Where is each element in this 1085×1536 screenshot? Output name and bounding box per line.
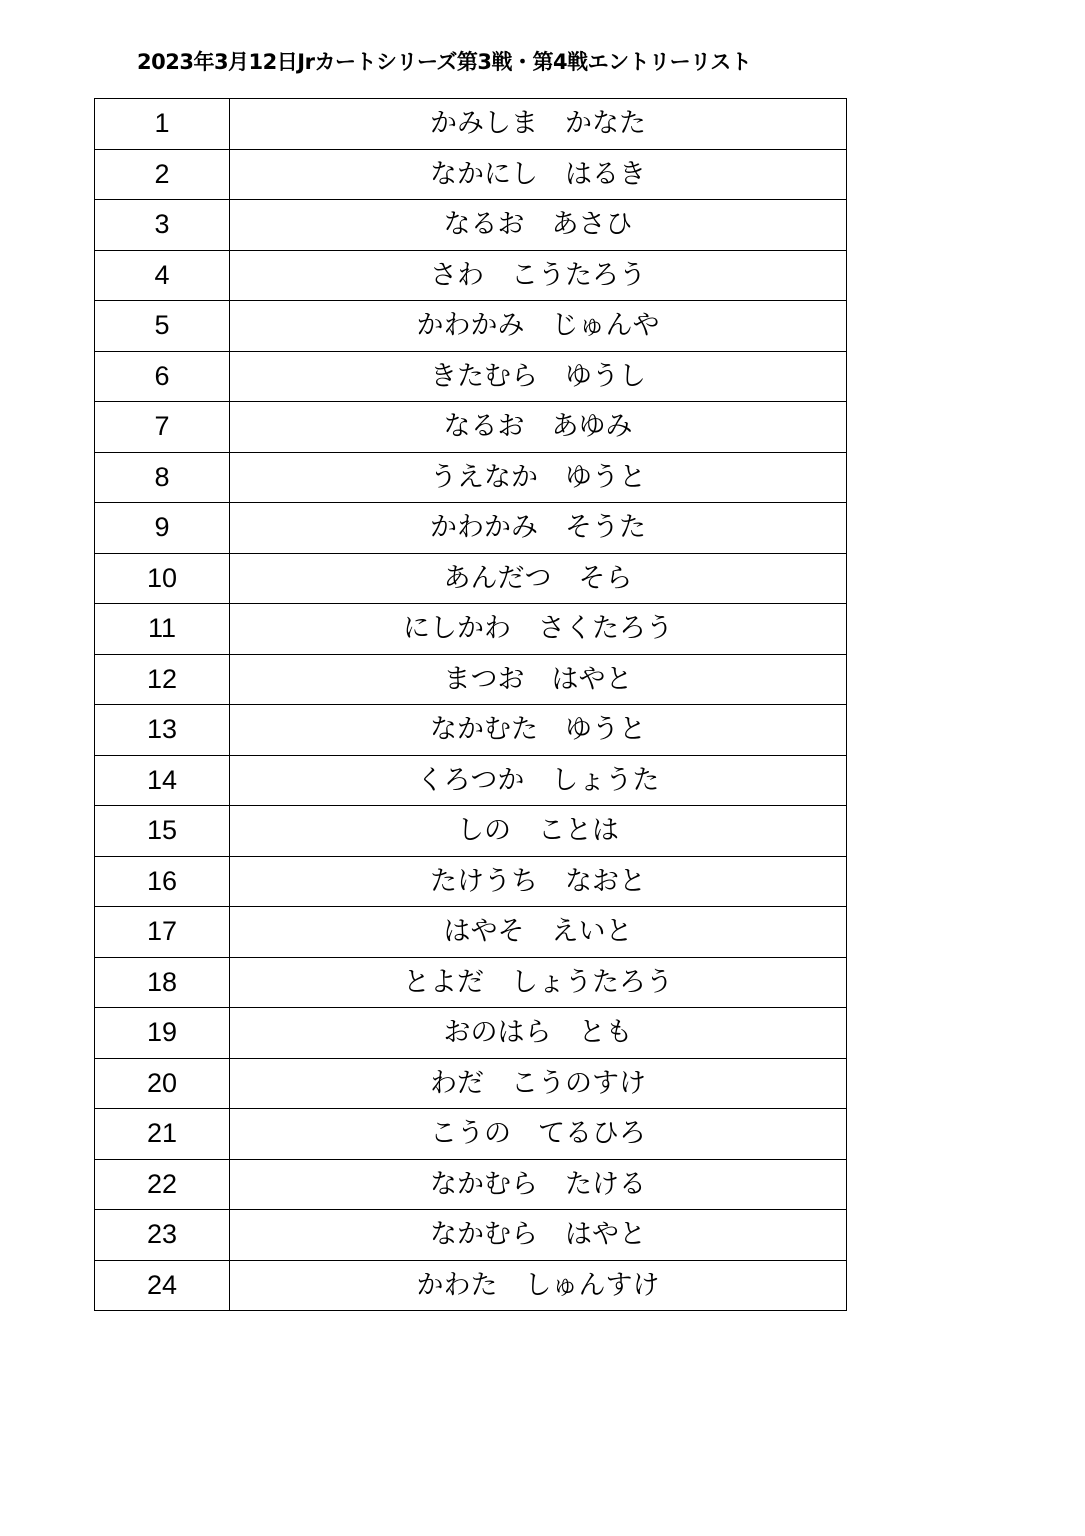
entry-number: 9 — [95, 503, 230, 554]
entry-name: こうの てるひろ — [230, 1109, 847, 1160]
entry-name: おのはら とも — [230, 1008, 847, 1059]
table-row — [95, 1008, 847, 1059]
entry-name: なかむら たける — [230, 1159, 847, 1210]
entry-name: なかむた ゆうと — [230, 705, 847, 756]
table-row — [95, 755, 847, 806]
table-row — [95, 1260, 847, 1311]
entry-name: なかにし はるき — [230, 149, 847, 200]
entry-number: 22 — [95, 1159, 230, 1210]
table-row — [95, 351, 847, 402]
entry-number: 18 — [95, 957, 230, 1008]
entry-name: あんだつ そら — [230, 553, 847, 604]
table-row — [95, 1210, 847, 1261]
entry-number: 12 — [95, 654, 230, 705]
entry-name: わだ こうのすけ — [230, 1058, 847, 1109]
entry-number: 19 — [95, 1008, 230, 1059]
entry-number: 4 — [95, 250, 230, 301]
table-row — [95, 604, 847, 655]
entry-name: しの ことは — [230, 806, 847, 857]
entry-number: 15 — [95, 806, 230, 857]
table-row — [95, 250, 847, 301]
table-row — [95, 907, 847, 958]
entry-number: 10 — [95, 553, 230, 604]
entry-number: 3 — [95, 200, 230, 251]
entry-list-table — [94, 98, 847, 1311]
entry-name: とよだ しょうたろう — [230, 957, 847, 1008]
table-row — [95, 1058, 847, 1109]
entry-number: 11 — [95, 604, 230, 655]
table-row — [95, 705, 847, 756]
entry-number: 17 — [95, 907, 230, 958]
entry-name: くろつか しょうた — [230, 755, 847, 806]
entry-name: うえなか ゆうと — [230, 452, 847, 503]
entry-list-body — [95, 99, 847, 1311]
table-row — [95, 856, 847, 907]
entry-name: たけうち なおと — [230, 856, 847, 907]
entry-number: 21 — [95, 1109, 230, 1160]
entry-number: 1 — [95, 99, 230, 150]
entry-number: 23 — [95, 1210, 230, 1261]
entry-name: かわかみ そうた — [230, 503, 847, 554]
table-row — [95, 452, 847, 503]
entry-name: きたむら ゆうし — [230, 351, 847, 402]
table-row — [95, 553, 847, 604]
table-row — [95, 99, 847, 150]
entry-number: 8 — [95, 452, 230, 503]
table-row — [95, 957, 847, 1008]
entry-number: 14 — [95, 755, 230, 806]
table-row — [95, 806, 847, 857]
entry-number: 20 — [95, 1058, 230, 1109]
entry-number: 7 — [95, 402, 230, 453]
entry-name: なるお あゆみ — [230, 402, 847, 453]
entry-number: 2 — [95, 149, 230, 200]
table-row — [95, 402, 847, 453]
entry-number: 24 — [95, 1260, 230, 1311]
entry-name: かわかみ じゅんや — [230, 301, 847, 352]
entry-number: 13 — [95, 705, 230, 756]
table-row — [95, 301, 847, 352]
entry-name: にしかわ さくたろう — [230, 604, 847, 655]
page-title: 2023年3月12日Jrカートシリーズ第3戦・第4戦エントリーリスト — [137, 50, 752, 74]
entry-name: はやそ えいと — [230, 907, 847, 958]
table-row — [95, 200, 847, 251]
table-row — [95, 1109, 847, 1160]
table-row — [95, 149, 847, 200]
entry-number: 16 — [95, 856, 230, 907]
entry-name: かわた しゅんすけ — [230, 1260, 847, 1311]
entry-name: まつお はやと — [230, 654, 847, 705]
table-row — [95, 503, 847, 554]
entry-number: 5 — [95, 301, 230, 352]
entry-name: なかむら はやと — [230, 1210, 847, 1261]
entry-name: かみしま かなた — [230, 99, 847, 150]
entry-number: 6 — [95, 351, 230, 402]
entry-name: なるお あさひ — [230, 200, 847, 251]
table-row — [95, 1159, 847, 1210]
table-row — [95, 654, 847, 705]
entry-name: さわ こうたろう — [230, 250, 847, 301]
